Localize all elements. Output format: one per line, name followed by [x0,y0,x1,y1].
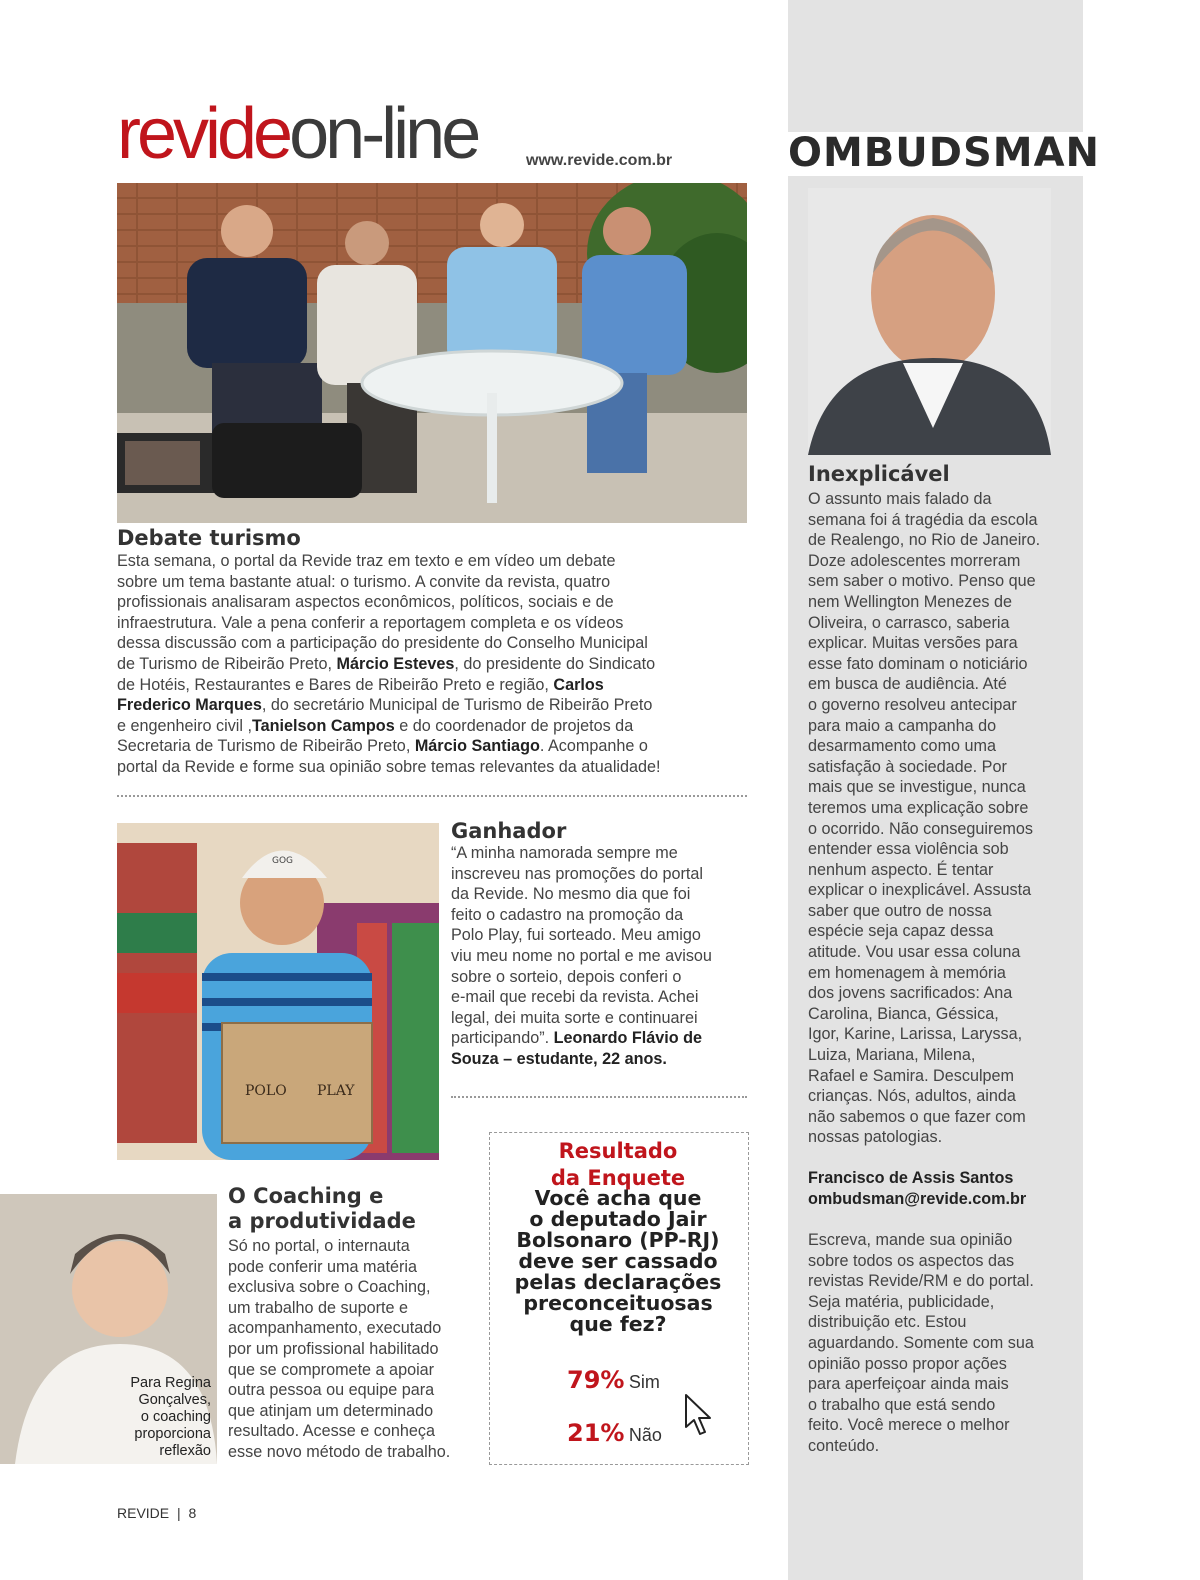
text-line: sem saber o motivo. Penso que [808,572,1036,591]
text-segment: Esta semana, o portal da Revide traz em texto e em vídeo um debate [117,552,616,570]
text-line: aguardando. Somente com sua [808,1333,1034,1352]
text-segment: viu meu nome no portal e me avisou [451,946,712,965]
text-line: revistas Revide/RM e do portal. [808,1272,1034,1291]
text-line: esse novo método de trabalho. [228,1442,451,1461]
caption-line: proporciona [134,1426,211,1442]
text-line [451,864,751,885]
regina-caption [105,1375,211,1460]
text-line: deve ser cassado [518,1249,718,1273]
text-line: o governo resolveu antecipar [808,695,1017,714]
text-line: nem Wellington Menezes de [808,592,1012,611]
text-line [117,572,757,593]
text-line: teremos uma explicação sobre [808,798,1029,817]
text-segment: infraestrutura. Vale a pena conferir a reportagem completa e os vídeos [117,613,624,632]
poll-yes-percent: 79% [567,1366,625,1394]
coaching-title [228,1184,416,1234]
text-line: Só no portal, o internauta [228,1237,410,1255]
poll-no-percent: 21% [567,1419,625,1447]
text-line: O assunto mais falado da [808,490,992,508]
text-line [451,843,751,864]
text-line: o deputado Jair [529,1207,707,1231]
text-line: feito. Você merece o melhor [808,1416,1010,1435]
text-segment: de Hotéis, Restaurantes e Bares de Ribeirão Preto e região, [117,675,554,694]
text-line: que fez? [569,1312,667,1336]
text-line [451,925,751,946]
text-segment: Secretaria de Turismo de Ribeirão Preto, [117,737,415,756]
text-line [451,1028,751,1049]
text-line [117,613,757,634]
winner-photo [117,823,439,1160]
ombudsman-signature [808,1168,1083,1209]
text-line: mais que se investigue, nunca [808,778,1026,797]
text-line [117,633,757,654]
text-segment: sobre um tema bastante atual: o turismo. A convite da revista, quatro [117,572,611,591]
text-line: Igor, Karine, Larissa, Laryssa, [808,1025,1023,1044]
text-line: Luiza, Mariana, Milena, [808,1046,976,1065]
footer-magazine: REVIDE [117,1505,170,1521]
debate-photo [117,183,747,523]
poll-header-line: da Enquete [550,1166,686,1190]
caption-line: Gonçalves, [138,1392,211,1408]
text-line: exclusiva sobre o Coaching, [228,1278,431,1297]
poll-header-line: Resultado [558,1139,678,1163]
text-line: Doze adolescentes morreram [808,551,1021,570]
bold-name: Márcio Santiago [414,737,540,756]
text-line: atitude. Vou usar essa coluna [808,943,1021,962]
bold-name: Márcio Esteves [336,654,455,673]
text-segment: portal da Revide e forme sua opinião sobre temas relevantes da atualidade! [117,757,661,776]
bold-name: Frederico Marques [117,696,262,715]
text-line [117,654,757,675]
text-segment: participando”. [451,1029,554,1048]
ombudsman-section-title: OMBUDSMAN [788,130,1101,176]
site-url[interactable]: www.revide.com.br [526,152,673,169]
text-segment: e-mail que recebi da revista. Achei [451,988,699,1007]
text-line: por um profissional habilitado [228,1339,439,1358]
text-line: o ocorrido. Não conseguiremos [808,819,1033,838]
text-segment: dessa discussão com a participação do presidente do Conselho Municipal [117,634,648,653]
ombudsman-photo-illustration [808,188,1051,455]
text-line [117,695,757,716]
text-line: não sabemos o que fazer com [808,1107,1026,1126]
text-line: o trabalho que está sendo [808,1395,996,1414]
mouse-cursor-icon [684,1393,714,1437]
text-line [117,736,757,757]
text-line: satisfação à sociedade. Por [808,757,1007,776]
text-line: Você acha que [534,1186,702,1210]
cap-logo: GOG [272,856,294,866]
poll-no-label: Não [628,1425,662,1445]
text-segment: Polo Play, fui sorteado. Meu amigo [451,926,701,945]
text-line: para aperfeiçoar ainda mais [808,1375,1009,1394]
footer-separator: | [177,1505,181,1521]
poll-yes-label: Sim [628,1372,660,1392]
text-line: em homenagem à memória [808,963,1006,982]
text-line: nenhum aspecto. É tentar [808,860,994,879]
text-line: nossas patologias. [808,1128,943,1147]
poll-header [489,1138,747,1192]
text-line: outra pessoa ou equipe para [228,1381,435,1400]
caption-line: o coaching [140,1409,211,1425]
text-segment: feito o cadastro na promoção da [451,905,684,924]
text-line: distribuição etc. Estou [808,1313,967,1332]
text-line: esse fato dominam o noticiário [808,654,1028,673]
text-line [451,1049,751,1070]
coaching-title-line: a produtividade [228,1209,416,1233]
text-line: espécie seja capaz dessa [808,922,994,941]
caption-line: reflexão [159,1443,211,1459]
text-segment: “A minha namorada sempre me [451,844,678,862]
text-segment: de Turismo de Ribeirão Preto, [117,654,337,673]
text-line: entender essa violência sob [808,840,1009,859]
text-line: Carolina, Bianca, Géssica, [808,1004,999,1023]
debate-body [117,551,757,778]
text-segment: inscreveu nas promoções do portal [451,864,703,883]
divider-2 [451,1096,747,1098]
text-line: pode conferir uma matéria [228,1257,417,1276]
page-footer [117,1505,196,1521]
revide-online-logo [117,94,478,174]
text-line [117,716,757,737]
text-segment: e do coordenador de projetos da [394,716,634,735]
text-line [451,905,751,926]
text-line: Rafael e Samira. Desculpem [808,1066,1015,1085]
text-line: resultado. Acesse e conheça [228,1422,435,1441]
text-line: para maio a campanha do [808,716,997,735]
text-line: sobre todos os aspectos das [808,1251,1015,1270]
text-line [117,592,757,613]
text-line: que se compromete a apoiar [228,1360,435,1379]
poll-question [489,1188,747,1335]
text-segment: , do secretário Municipal de Turismo de Ribeirão Preto [261,696,653,715]
winner-title: Ganhador [451,819,567,843]
text-line [451,967,751,988]
text-segment: da Revide. No mesmo dia que foi [451,885,691,904]
divider-1 [117,795,747,797]
text-line: Bolsonaro (PP-RJ) [516,1228,720,1252]
caption-line: Para Regina [130,1375,211,1391]
text-line: dos jovens sacrificados: Ana [808,984,1013,1003]
text-line: explicar o inexplicável. Assusta [808,881,1032,900]
ombudsman-headline: Inexplicável [808,462,950,486]
text-line: Oliveira, o carrasco, saberia [808,613,1010,632]
text-line: explicar. Muitas versões para [808,634,1018,653]
text-line: de Realengo, no Rio de Janeiro. [808,531,1041,550]
text-segment: sobre o sorteio, depois conferi o [451,967,682,986]
text-line: saber que outro de nossa [808,901,992,920]
text-line [451,987,751,1008]
text-segment: . Acompanhe o [539,737,648,756]
ombudsman-photo [808,188,1051,455]
text-line: um trabalho de suporte e [228,1298,408,1317]
brand-part-revide: revide [117,94,290,174]
brand-part-online: on-line [289,94,478,174]
text-line [451,884,751,905]
author-name: Francisco de Assis Santos [808,1169,1014,1187]
text-line: semana foi á tragédia da escola [808,510,1038,529]
box-brand-right: PLAY [317,1083,355,1099]
bold-name: Tanielson Campos [251,716,395,735]
author-email[interactable]: ombudsman@revide.com.br [808,1189,1027,1208]
footer-page-number: 8 [188,1505,197,1521]
bold-name: Carlos [553,675,604,694]
text-line: Escreva, mande sua opinião [808,1231,1013,1249]
coaching-title-line: O Coaching e [228,1184,384,1208]
text-segment: profissionais analisaram aspectos econômicos, políticos, sociais e de [117,593,614,612]
text-line [117,757,757,778]
debate-photo-illustration [117,183,747,523]
text-line: conteúdo. [808,1436,880,1455]
winner-photo-illustration [117,823,439,1160]
text-segment: , do presidente do Sindicato [454,654,656,673]
coaching-body [228,1236,488,1463]
text-line [451,1008,751,1029]
text-line: preconceituosas [523,1291,713,1315]
text-line: desarmamento como uma [808,737,997,756]
debate-title: Debate turismo [117,526,301,550]
bold-name: Leonardo Flávio de [553,1029,703,1048]
text-segment: e engenheiro civil , [117,716,252,735]
text-segment: legal, dei muita sorte e continuarei [451,1008,698,1027]
text-line: pelas declarações [514,1270,722,1294]
text-line [117,551,757,572]
ombudsman-body [808,489,1083,1148]
text-line: que atinjam um determinado [228,1401,434,1420]
poll-result-no[interactable] [567,1419,662,1447]
poll-result-yes[interactable] [567,1366,660,1394]
winner-body [451,843,751,1070]
text-line [117,675,757,696]
ombudsman-footer-text [808,1230,1083,1457]
text-line: crianças. Nós, adultos, ainda [808,1087,1016,1106]
text-line: Seja matéria, publicidade, [808,1292,995,1311]
bold-name: Souza – estudante, 22 anos. [451,1049,667,1068]
text-line: opinião posso propor ações [808,1354,1007,1373]
text-line: em busca de audiência. Até [808,675,1007,694]
text-line: acompanhamento, executado [228,1319,442,1338]
text-line [451,946,751,967]
box-brand-left: POLO [245,1083,287,1099]
